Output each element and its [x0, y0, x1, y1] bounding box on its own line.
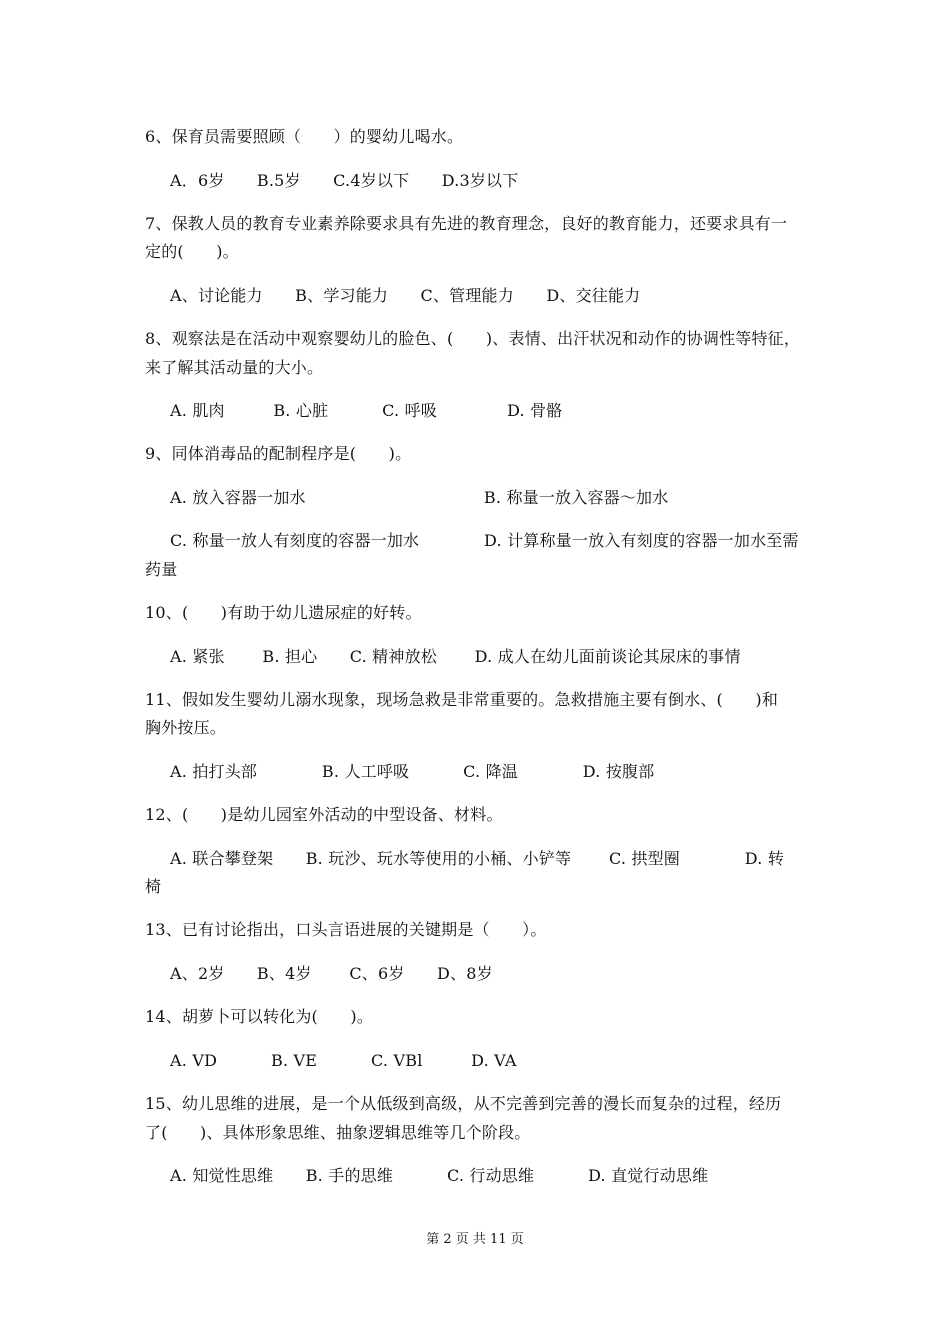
question-14-options: A. VD B. VE C. VBl D. VA [170, 1051, 517, 1070]
question-9-options-tail: 药量 [145, 560, 178, 579]
question-11-options: A. 拍打头部 B. 人工呼吸 C. 降温 D. 按腹部 [170, 762, 655, 781]
question-6-options: A．6岁 B.5岁 C.4岁以下 D.3岁以下 [170, 171, 519, 190]
question-12-options-tail: 椅 [145, 877, 162, 896]
question-11-text-line2: 胸外按压。 [145, 718, 227, 737]
question-15-options: A. 知觉性思维 B. 手的思维 C. 行动思维 D. 直觉行动思维 [170, 1166, 709, 1185]
question-10-options: A. 紧张 B. 担心 C. 精神放松 D. 成人在幼儿面前谈论其尿床的事情 [170, 647, 741, 666]
question-6-text: 6、保育员需要照顾（ ）的婴幼儿喝水。 [145, 127, 464, 146]
question-15-text-line2: 了( )、具体形象思维、抽象逻辑思维等几个阶段。 [145, 1123, 531, 1142]
question-14-text: 14、胡萝卜可以转化为( )。 [145, 1007, 374, 1026]
question-9-options-row2: C. 称量一放人有刻度的容器一加水 D. 计算称量一放入有刻度的容器一加水至需 [170, 531, 799, 550]
question-13-options: A、2岁 B、4岁 C、6岁 D、8岁 [170, 964, 493, 983]
question-7-options: A、讨论能力 B、学习能力 C、管理能力 D、交往能力 [170, 286, 641, 305]
question-7-text-line2: 定的( )。 [145, 242, 239, 261]
question-7-text-line1: 7、保教人员的教育专业素养除要求具有先进的教育理念，良好的教育能力，还要求具有一 [145, 214, 788, 233]
question-11-text-line1: 11、假如发生婴幼儿溺水现象，现场急救是非常重要的。急救措施主要有倒水、( )和 [145, 690, 779, 709]
question-12-text: 12、( )是幼儿园室外活动的中型设备、材料。 [145, 805, 503, 824]
question-13-text: 13、已有讨论指出，口头言语进展的关键期是（ ）。 [145, 920, 547, 939]
question-8-options: A. 肌肉 B. 心脏 C. 呼吸 D. 骨骼 [170, 401, 563, 420]
question-8-text-line2: 来了解其活动量的大小。 [145, 358, 324, 377]
question-8-text-line1: 8、观察法是在活动中观察婴幼儿的脸色、( )、表情、出汗状况和动作的协调性等特征， [145, 329, 801, 348]
question-15-text-line1: 15、幼儿思维的进展，是一个从低级到高级，从不完善到完善的漫长而复杂的过程，经历 [145, 1094, 782, 1113]
question-9-options-row1: A. 放入容器一加水 B. 称量一放入容器～加水 [170, 488, 669, 507]
question-12-options: A. 联合攀登架 B. 玩沙、玩水等使用的小桶、小铲等 C. 拱型圈 D. 转 [170, 849, 785, 868]
question-10-text: 10、( )有助于幼儿遗尿症的好转。 [145, 603, 422, 622]
page-footer: 第 2 页 共 11 页 [426, 1232, 524, 1247]
question-9-text: 9、同体消毒品的配制程序是( )。 [145, 444, 412, 463]
